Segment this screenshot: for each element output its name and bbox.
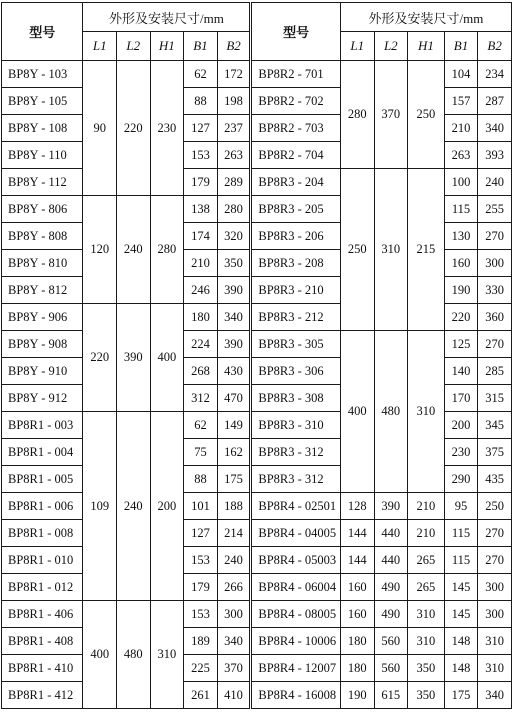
model-cell: BP8R4 - 12007 bbox=[251, 655, 341, 682]
b2-cell: 340 bbox=[478, 682, 512, 709]
model-cell: BP8Y - 908 bbox=[2, 331, 83, 358]
l1-cell: 220 bbox=[83, 304, 117, 412]
model-cell: BP8R3 - 312 bbox=[251, 466, 341, 493]
l2-cell: 490 bbox=[374, 601, 408, 628]
l2-cell: 480 bbox=[374, 331, 408, 493]
b2-cell: 410 bbox=[217, 682, 251, 709]
b1-cell: 125 bbox=[444, 331, 478, 358]
b2-cell: 198 bbox=[217, 88, 251, 115]
model-cell: BP8R4 - 02501 bbox=[251, 493, 341, 520]
b1-cell: 148 bbox=[444, 655, 478, 682]
b1-cell: 200 bbox=[444, 412, 478, 439]
model-cell: BP8R2 - 701 bbox=[251, 61, 341, 88]
b1-cell: 95 bbox=[444, 493, 478, 520]
b1-cell: 138 bbox=[184, 196, 218, 223]
b2-cell: 310 bbox=[478, 655, 512, 682]
header-b1-right: B1 bbox=[444, 32, 478, 61]
h1-cell: 215 bbox=[408, 169, 445, 331]
model-cell: BP8R1 - 006 bbox=[2, 493, 83, 520]
b2-cell: 340 bbox=[478, 115, 512, 142]
header-model-right: 型号 bbox=[251, 3, 341, 61]
b2-cell: 393 bbox=[478, 142, 512, 169]
b1-cell: 175 bbox=[444, 682, 478, 709]
header-l2-left: L2 bbox=[117, 32, 151, 61]
b2-cell: 175 bbox=[217, 466, 251, 493]
b2-cell: 390 bbox=[217, 277, 251, 304]
table-row bbox=[2, 520, 512, 547]
l2-cell: 390 bbox=[374, 493, 408, 520]
b1-cell: 127 bbox=[184, 520, 218, 547]
table-row bbox=[2, 601, 512, 628]
b2-cell: 237 bbox=[217, 115, 251, 142]
b2-cell: 430 bbox=[217, 358, 251, 385]
l1-cell: 400 bbox=[83, 601, 117, 709]
b1-cell: 230 bbox=[444, 439, 478, 466]
b2-cell: 300 bbox=[478, 601, 512, 628]
b2-cell: 214 bbox=[217, 520, 251, 547]
table-row bbox=[2, 547, 512, 574]
b1-cell: 153 bbox=[184, 142, 218, 169]
b2-cell: 390 bbox=[217, 331, 251, 358]
h1-cell: 210 bbox=[408, 493, 445, 520]
b2-cell: 340 bbox=[217, 304, 251, 331]
model-cell: BP8R4 - 08005 bbox=[251, 601, 341, 628]
b1-cell: 153 bbox=[184, 547, 218, 574]
model-cell: BP8Y - 103 bbox=[2, 61, 83, 88]
b1-cell: 88 bbox=[184, 466, 218, 493]
l2-cell: 490 bbox=[374, 574, 408, 601]
model-cell: BP8R3 - 308 bbox=[251, 385, 341, 412]
table-row bbox=[2, 169, 512, 196]
b1-cell: 104 bbox=[444, 61, 478, 88]
model-cell: BP8R3 - 206 bbox=[251, 223, 341, 250]
b1-cell: 140 bbox=[444, 358, 478, 385]
b1-cell: 180 bbox=[184, 304, 218, 331]
model-cell: BP8R2 - 704 bbox=[251, 142, 341, 169]
model-cell: BP8Y - 906 bbox=[2, 304, 83, 331]
b1-cell: 75 bbox=[184, 439, 218, 466]
b1-cell: 225 bbox=[184, 655, 218, 682]
b2-cell: 250 bbox=[478, 493, 512, 520]
b1-cell: 312 bbox=[184, 385, 218, 412]
b2-cell: 315 bbox=[478, 385, 512, 412]
h1-cell: 230 bbox=[150, 61, 184, 196]
b2-cell: 188 bbox=[217, 493, 251, 520]
b2-cell: 162 bbox=[217, 439, 251, 466]
l1-cell: 160 bbox=[340, 574, 374, 601]
model-cell: BP8R4 - 05003 bbox=[251, 547, 341, 574]
l2-cell: 240 bbox=[117, 196, 151, 304]
l1-cell: 90 bbox=[83, 61, 117, 196]
h1-cell: 280 bbox=[150, 196, 184, 304]
model-cell: BP8R3 - 205 bbox=[251, 196, 341, 223]
header-dims-right: 外形及安装尺寸/mm bbox=[340, 3, 511, 32]
l1-cell: 120 bbox=[83, 196, 117, 304]
b1-cell: 174 bbox=[184, 223, 218, 250]
b2-cell: 350 bbox=[217, 250, 251, 277]
l1-cell: 144 bbox=[340, 547, 374, 574]
h1-cell: 350 bbox=[408, 682, 445, 709]
b2-cell: 287 bbox=[478, 88, 512, 115]
model-cell: BP8R1 - 410 bbox=[2, 655, 83, 682]
b2-cell: 330 bbox=[478, 277, 512, 304]
model-cell: BP8R1 - 005 bbox=[2, 466, 83, 493]
l1-cell: 400 bbox=[340, 331, 374, 493]
l2-cell: 560 bbox=[374, 655, 408, 682]
b1-cell: 115 bbox=[444, 196, 478, 223]
b1-cell: 115 bbox=[444, 547, 478, 574]
table-row bbox=[2, 61, 512, 88]
b2-cell: 320 bbox=[217, 223, 251, 250]
l1-cell: 280 bbox=[340, 61, 374, 169]
model-cell: BP8R3 - 204 bbox=[251, 169, 341, 196]
table-row bbox=[2, 628, 512, 655]
b1-cell: 261 bbox=[184, 682, 218, 709]
b2-cell: 345 bbox=[478, 412, 512, 439]
l1-cell: 109 bbox=[83, 412, 117, 601]
header-l1-right: L1 bbox=[340, 32, 374, 61]
header-dims-left: 外形及安装尺寸/mm bbox=[83, 3, 251, 32]
b1-cell: 127 bbox=[184, 115, 218, 142]
model-cell: BP8R4 - 16008 bbox=[251, 682, 341, 709]
table-row bbox=[2, 655, 512, 682]
b1-cell: 115 bbox=[444, 520, 478, 547]
header-model-left: 型号 bbox=[2, 3, 83, 61]
h1-cell: 210 bbox=[408, 520, 445, 547]
l2-cell: 390 bbox=[117, 304, 151, 412]
l2-cell: 240 bbox=[117, 412, 151, 601]
header-b1-left: B1 bbox=[184, 32, 218, 61]
b1-cell: 170 bbox=[444, 385, 478, 412]
h1-cell: 310 bbox=[408, 601, 445, 628]
b2-cell: 435 bbox=[478, 466, 512, 493]
model-cell: BP8Y - 105 bbox=[2, 88, 83, 115]
model-cell: BP8R2 - 703 bbox=[251, 115, 341, 142]
b1-cell: 145 bbox=[444, 601, 478, 628]
b1-cell: 263 bbox=[444, 142, 478, 169]
model-cell: BP8R1 - 008 bbox=[2, 520, 83, 547]
b2-cell: 280 bbox=[217, 196, 251, 223]
b1-cell: 179 bbox=[184, 574, 218, 601]
b1-cell: 62 bbox=[184, 61, 218, 88]
b1-cell: 190 bbox=[444, 277, 478, 304]
b1-cell: 160 bbox=[444, 250, 478, 277]
b2-cell: 285 bbox=[478, 358, 512, 385]
table-row bbox=[2, 331, 512, 358]
b1-cell: 153 bbox=[184, 601, 218, 628]
model-cell: BP8R2 - 702 bbox=[251, 88, 341, 115]
table-row bbox=[2, 574, 512, 601]
b2-cell: 270 bbox=[478, 331, 512, 358]
model-cell: BP8R1 - 003 bbox=[2, 412, 83, 439]
b1-cell: 62 bbox=[184, 412, 218, 439]
b2-cell: 240 bbox=[217, 547, 251, 574]
header-b2-right: B2 bbox=[478, 32, 512, 61]
b2-cell: 240 bbox=[478, 169, 512, 196]
b2-cell: 234 bbox=[478, 61, 512, 88]
l2-cell: 440 bbox=[374, 547, 408, 574]
model-cell: BP8Y - 808 bbox=[2, 223, 83, 250]
model-cell: BP8Y - 806 bbox=[2, 196, 83, 223]
l1-cell: 128 bbox=[340, 493, 374, 520]
model-cell: BP8Y - 108 bbox=[2, 115, 83, 142]
h1-cell: 310 bbox=[408, 331, 445, 493]
b2-cell: 340 bbox=[217, 628, 251, 655]
b1-cell: 210 bbox=[184, 250, 218, 277]
l2-cell: 370 bbox=[374, 61, 408, 169]
model-cell: BP8Y - 810 bbox=[2, 250, 83, 277]
b2-cell: 255 bbox=[478, 196, 512, 223]
model-cell: BP8Y - 112 bbox=[2, 169, 83, 196]
model-cell: BP8R1 - 406 bbox=[2, 601, 83, 628]
l1-cell: 250 bbox=[340, 169, 374, 331]
b1-cell: 189 bbox=[184, 628, 218, 655]
b2-cell: 270 bbox=[478, 223, 512, 250]
model-cell: BP8R1 - 004 bbox=[2, 439, 83, 466]
b2-cell: 310 bbox=[478, 628, 512, 655]
b2-cell: 370 bbox=[217, 655, 251, 682]
b1-cell: 210 bbox=[444, 115, 478, 142]
model-cell: BP8R4 - 10006 bbox=[251, 628, 341, 655]
h1-cell: 400 bbox=[150, 304, 184, 412]
b1-cell: 148 bbox=[444, 628, 478, 655]
table-row bbox=[2, 682, 512, 709]
h1-cell: 310 bbox=[408, 628, 445, 655]
b1-cell: 224 bbox=[184, 331, 218, 358]
l1-cell: 144 bbox=[340, 520, 374, 547]
l2-cell: 220 bbox=[117, 61, 151, 196]
b1-cell: 290 bbox=[444, 466, 478, 493]
b1-cell: 100 bbox=[444, 169, 478, 196]
header-b2-left: B2 bbox=[217, 32, 251, 61]
b2-cell: 263 bbox=[217, 142, 251, 169]
model-cell: BP8R3 - 208 bbox=[251, 250, 341, 277]
header-l1-left: L1 bbox=[83, 32, 117, 61]
b2-cell: 270 bbox=[478, 520, 512, 547]
h1-cell: 200 bbox=[150, 412, 184, 601]
model-cell: BP8R3 - 305 bbox=[251, 331, 341, 358]
header-h1-left: H1 bbox=[150, 32, 184, 61]
b2-cell: 270 bbox=[478, 547, 512, 574]
model-cell: BP8R3 - 210 bbox=[251, 277, 341, 304]
h1-cell: 310 bbox=[150, 601, 184, 709]
b2-cell: 300 bbox=[217, 601, 251, 628]
model-cell: BP8Y - 910 bbox=[2, 358, 83, 385]
b2-cell: 470 bbox=[217, 385, 251, 412]
b2-cell: 289 bbox=[217, 169, 251, 196]
b1-cell: 130 bbox=[444, 223, 478, 250]
model-cell: BP8R1 - 412 bbox=[2, 682, 83, 709]
h1-cell: 250 bbox=[408, 61, 445, 169]
l1-cell: 190 bbox=[340, 682, 374, 709]
b1-cell: 157 bbox=[444, 88, 478, 115]
model-cell: BP8R3 - 306 bbox=[251, 358, 341, 385]
model-cell: BP8Y - 912 bbox=[2, 385, 83, 412]
model-cell: BP8Y - 812 bbox=[2, 277, 83, 304]
l1-cell: 180 bbox=[340, 628, 374, 655]
h1-cell: 350 bbox=[408, 655, 445, 682]
model-cell: BP8R3 - 212 bbox=[251, 304, 341, 331]
header-l2-right: L2 bbox=[374, 32, 408, 61]
b2-cell: 172 bbox=[217, 61, 251, 88]
b1-cell: 88 bbox=[184, 88, 218, 115]
b2-cell: 266 bbox=[217, 574, 251, 601]
model-cell: BP8R1 - 408 bbox=[2, 628, 83, 655]
b1-cell: 246 bbox=[184, 277, 218, 304]
l2-cell: 440 bbox=[374, 520, 408, 547]
b1-cell: 220 bbox=[444, 304, 478, 331]
model-cell: BP8Y - 110 bbox=[2, 142, 83, 169]
b1-cell: 145 bbox=[444, 574, 478, 601]
b2-cell: 149 bbox=[217, 412, 251, 439]
l2-cell: 560 bbox=[374, 628, 408, 655]
b1-cell: 101 bbox=[184, 493, 218, 520]
l2-cell: 310 bbox=[374, 169, 408, 331]
b1-cell: 268 bbox=[184, 358, 218, 385]
spec-table bbox=[1, 2, 512, 709]
h1-cell: 265 bbox=[408, 574, 445, 601]
h1-cell: 265 bbox=[408, 547, 445, 574]
model-cell: BP8R4 - 06004 bbox=[251, 574, 341, 601]
l2-cell: 615 bbox=[374, 682, 408, 709]
model-cell: BP8R1 - 012 bbox=[2, 574, 83, 601]
model-cell: BP8R4 - 04005 bbox=[251, 520, 341, 547]
model-cell: BP8R3 - 310 bbox=[251, 412, 341, 439]
b2-cell: 300 bbox=[478, 574, 512, 601]
b2-cell: 375 bbox=[478, 439, 512, 466]
header-h1-right: H1 bbox=[408, 32, 445, 61]
l1-cell: 180 bbox=[340, 655, 374, 682]
model-cell: BP8R3 - 312 bbox=[251, 439, 341, 466]
l2-cell: 480 bbox=[117, 601, 151, 709]
b2-cell: 360 bbox=[478, 304, 512, 331]
table-row bbox=[2, 493, 512, 520]
model-cell: BP8R1 - 010 bbox=[2, 547, 83, 574]
l1-cell: 160 bbox=[340, 601, 374, 628]
b2-cell: 300 bbox=[478, 250, 512, 277]
b1-cell: 179 bbox=[184, 169, 218, 196]
